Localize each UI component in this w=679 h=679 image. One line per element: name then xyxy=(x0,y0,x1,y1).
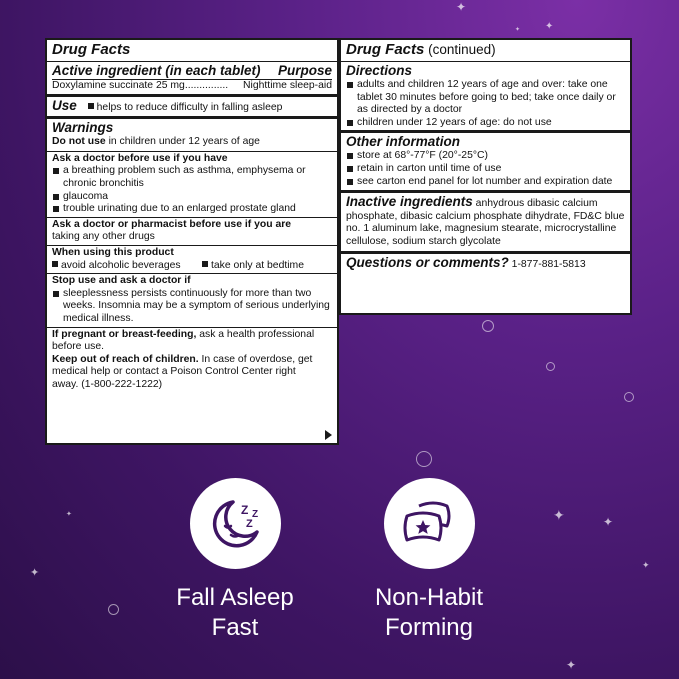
star-decoration: ✦ xyxy=(515,27,521,33)
continue-arrow-icon xyxy=(325,430,332,440)
feature-label xyxy=(354,583,504,643)
active-ingredient-row xyxy=(52,79,332,93)
moon-zzz-icon xyxy=(190,478,281,569)
feature-label-line: Non-Habit xyxy=(374,584,484,611)
star-decoration: ✦ xyxy=(553,507,565,523)
stop-use-item: sleeplessness persists continuously for more than two weeks. Insomnia may be a symptom of serious underlying medical illness. xyxy=(52,288,332,326)
warnings-section xyxy=(47,116,337,151)
stop-use-section xyxy=(47,273,337,326)
ask-doctor-item: a breathing problem such as asthma, emphysema or chronic bronchitis xyxy=(52,165,332,190)
questions-phone: 1-877-881-5813 xyxy=(508,258,586,270)
feature-label xyxy=(160,583,310,643)
when-using-section xyxy=(47,245,337,273)
ring-decoration xyxy=(624,392,634,402)
star-decoration: ✦ xyxy=(66,511,72,518)
zzz-letter: Z xyxy=(246,517,253,530)
feature-label-line: Fall Asleep xyxy=(176,584,294,611)
ask-pharmacist-text: taking any other drugs xyxy=(52,231,155,243)
stop-use-heading: Stop use and ask a doctor if xyxy=(52,275,191,287)
other-information-item: retain in carton until time of use xyxy=(346,163,625,176)
directions-item: children under 12 years of age: do not use xyxy=(346,117,625,130)
star-decoration: ✦ xyxy=(456,0,467,14)
pregnancy-section xyxy=(47,327,337,393)
inactive-ingredients-heading: Inactive ingredients xyxy=(346,194,473,210)
directions-item: adults and children 12 years of age and over: take one tablet 30 minutes before going to bed; take once daily or as directed by a doctor xyxy=(346,79,625,117)
do-not-use-label: Do not use xyxy=(52,136,106,148)
bullet-icon xyxy=(202,261,208,267)
ring-decoration xyxy=(482,320,494,332)
when-using-item: take only at bedtime xyxy=(211,259,304,271)
use-heading: Use xyxy=(52,97,77,113)
feature-label-line: Fast xyxy=(211,614,259,641)
bullet-icon xyxy=(52,261,58,267)
star-decoration: ✦ xyxy=(545,21,554,32)
inactive-ingredients-section xyxy=(341,190,630,250)
ask-doctor-heading: Ask a doctor before use if you have xyxy=(52,152,228,164)
keep-out-label: Keep out of reach of children. xyxy=(52,353,199,365)
active-ingredient-heading: Active ingredient (in each tablet) xyxy=(52,63,261,78)
use-section xyxy=(47,94,337,117)
star-decoration: ✦ xyxy=(642,560,650,570)
when-using-item: avoid alcoholic beverages xyxy=(61,259,181,271)
zzz-letter: Z xyxy=(241,502,249,517)
feature-non-habit-forming xyxy=(354,478,504,643)
questions-heading: Questions or comments? xyxy=(346,254,509,270)
other-information-item: store at 68°-77°F (20°-25°C) xyxy=(346,150,625,163)
feature-fall-asleep-fast xyxy=(160,478,310,643)
purpose-heading: Purpose xyxy=(277,63,332,78)
bullet-icon xyxy=(88,103,94,109)
feature-label-line: Forming xyxy=(384,614,474,641)
pregnant-text: ask a health professional before use. xyxy=(52,328,315,353)
ask-doctor-item: glaucoma xyxy=(52,191,332,204)
ring-decoration xyxy=(546,362,555,371)
warnings-heading: Warnings xyxy=(52,120,114,136)
star-decoration: ✦ xyxy=(566,658,577,672)
ask-doctor-section xyxy=(47,151,337,217)
ring-decoration xyxy=(416,451,432,467)
active-ingredient-line: Doxylamine succinate 25 mg............... xyxy=(52,80,229,91)
when-using-heading: When using this product xyxy=(52,246,174,258)
other-information-item: see carton end panel for lot number and expiration date xyxy=(346,176,625,189)
star-decoration: ✦ xyxy=(603,515,614,529)
ask-pharmacist-section xyxy=(47,217,337,245)
star-decoration: ✦ xyxy=(30,567,40,579)
drug-facts-panel-left xyxy=(45,38,339,445)
drug-facts-continued-title: Drug Facts xyxy=(346,41,425,58)
questions-section xyxy=(341,251,630,274)
zzz-letter: Z xyxy=(252,508,259,520)
other-information-heading: Other information xyxy=(346,134,460,150)
purpose-line: Nighttime sleep-aid xyxy=(243,80,332,91)
continued-label: (continued) xyxy=(424,42,496,57)
drug-facts-panel-right xyxy=(339,38,632,315)
directions-heading: Directions xyxy=(346,63,413,78)
use-text: helps to reduce difficulty in falling asleep xyxy=(96,101,283,113)
pillow-star-icon xyxy=(384,478,475,569)
ring-decoration xyxy=(108,604,119,615)
active-ingredient-header xyxy=(52,63,332,79)
pregnant-label: If pregnant or breast-feeding, xyxy=(52,328,197,340)
drug-facts-title: Drug Facts xyxy=(52,41,131,58)
directions-section xyxy=(341,62,630,130)
do-not-use-text: in children under 12 years of age xyxy=(105,136,260,148)
ask-pharmacist-heading: Ask a doctor or pharmacist before use if you are xyxy=(52,218,292,230)
keep-out-text: In case of overdose, get medical help or contact a Poison Control Center right away. (1-800-222-1222) xyxy=(52,353,313,390)
ask-doctor-item: trouble urinating due to an enlarged prostate gland xyxy=(52,203,332,216)
inactive-ingredients-text: anhydrous dibasic calcium phosphate, dibasic calcium phosphate dihydrate, FD&C blue no. 1 aluminum lake, magnesium stearate, microcrystalline cellulose, sodium starch glycolate xyxy=(346,198,625,247)
other-information-section xyxy=(341,130,630,190)
